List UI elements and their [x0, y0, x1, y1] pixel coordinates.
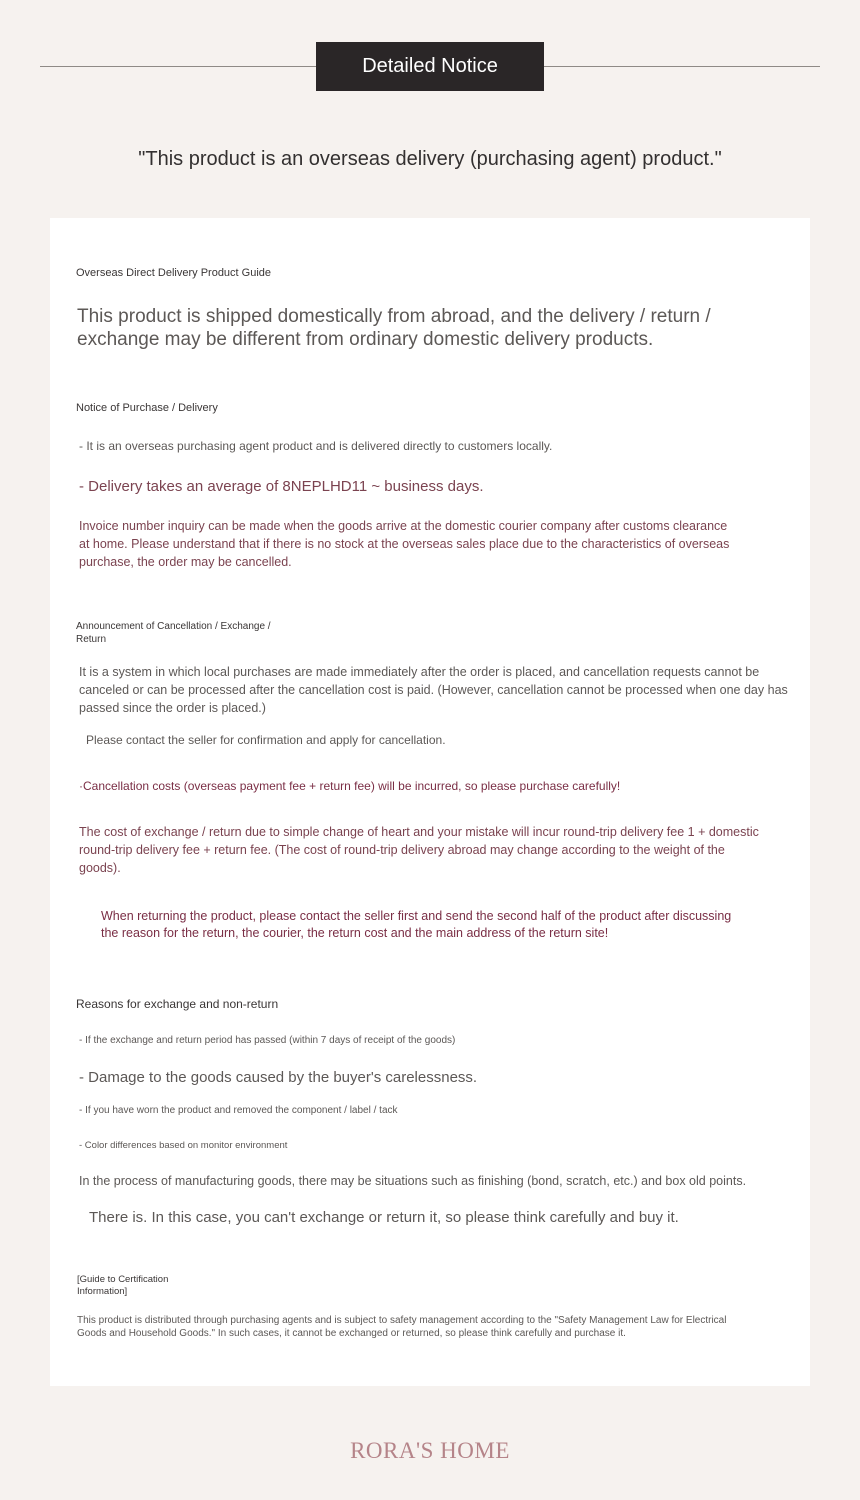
certification-body: This product is distributed through purchasing agents and is subject to safety management according to the "Safety Management Law for Electrical Goods and Household Goods." In such cases, it cannot be exchanged or returned, so please think carefully and purchase it. — [77, 1315, 727, 1339]
cancellation-cost-warning: ·Cancellation costs (overseas payment fee + return fee) will be incurred, so please purchase carefully! — [79, 779, 621, 793]
guide-lead: This product is shipped domestically from abroad, and the delivery / return / exchange may be different from ordinary domestic delivery products. — [77, 306, 711, 350]
overseas-delivery-quote: "This product is an overseas delivery (purchasing agent) product." — [138, 148, 722, 170]
exchange-cost-text: The cost of exchange / return due to simple change of heart and your mistake will incur round-trip delivery fee 1 + domestic round-trip delivery fee + return fee. (The cost of round-trip delivery abroad may change according to the weight of the goods). — [79, 825, 759, 876]
notice-header — [0, 0, 860, 110]
notice-panel — [50, 218, 810, 1386]
non-return-heading: Reasons for exchange and non-return — [76, 997, 279, 1011]
non-return-damage: - Damage to the goods caused by the buyer's carelessness. — [79, 1069, 478, 1086]
non-return-conclusion: There is. In this case, you can't exchange or return it, so please think carefully and buy it. — [89, 1209, 679, 1226]
purchase-line-delivery-time: - Delivery takes an average of 8NEPLHD11 ~ business days. — [79, 478, 484, 495]
certification-heading: [Guide to Certification Information] — [77, 1274, 169, 1297]
cancellation-system-text: It is a system in which local purchases are made immediately after the order is placed, and cancellation requests cannot be canceled or can be processed after the cancellation cost is paid. (However, cancellation cannot be processed when one day has passed since the order is placed.) — [79, 665, 788, 716]
purchase-delivery-heading: Notice of Purchase / Delivery — [76, 402, 218, 414]
return-instructions: When returning the product, please contact the seller first and send the second half of the product after discussing the reason for the return, the courier, the return cost and the main address of the return site! — [101, 909, 732, 940]
purchase-line-agent: - It is an overseas purchasing agent product and is delivered directly to customers locally. — [79, 439, 553, 453]
guide-heading: Overseas Direct Delivery Product Guide — [76, 267, 272, 279]
non-return-manufacturing: In the process of manufacturing goods, there may be situations such as finishing (bond, scratch, etc.) and box old points. — [79, 1174, 747, 1188]
purchase-line-invoice: Invoice number inquiry can be made when the goods arrive at the domestic courier company after customs clearance at home. Please understand that if there is no stock at the overseas sales place due to the characteristics of overseas purchase, the order may be cancelled. — [79, 519, 730, 570]
cancellation-contact-text: Please contact the seller for confirmation and apply for cancellation. — [86, 733, 446, 747]
non-return-color: - Color differences based on monitor environment — [79, 1140, 288, 1151]
brand-logo: RORA'S HOME — [350, 1438, 510, 1463]
detailed-notice-badge: Detailed Notice — [316, 42, 544, 91]
cancellation-heading: Announcement of Cancellation / Exchange / Return — [76, 621, 271, 645]
non-return-period: - If the exchange and return period has passed (within 7 days of receipt of the goods) — [79, 1035, 456, 1046]
non-return-worn: - If you have worn the product and removed the component / label / tack — [79, 1105, 398, 1116]
